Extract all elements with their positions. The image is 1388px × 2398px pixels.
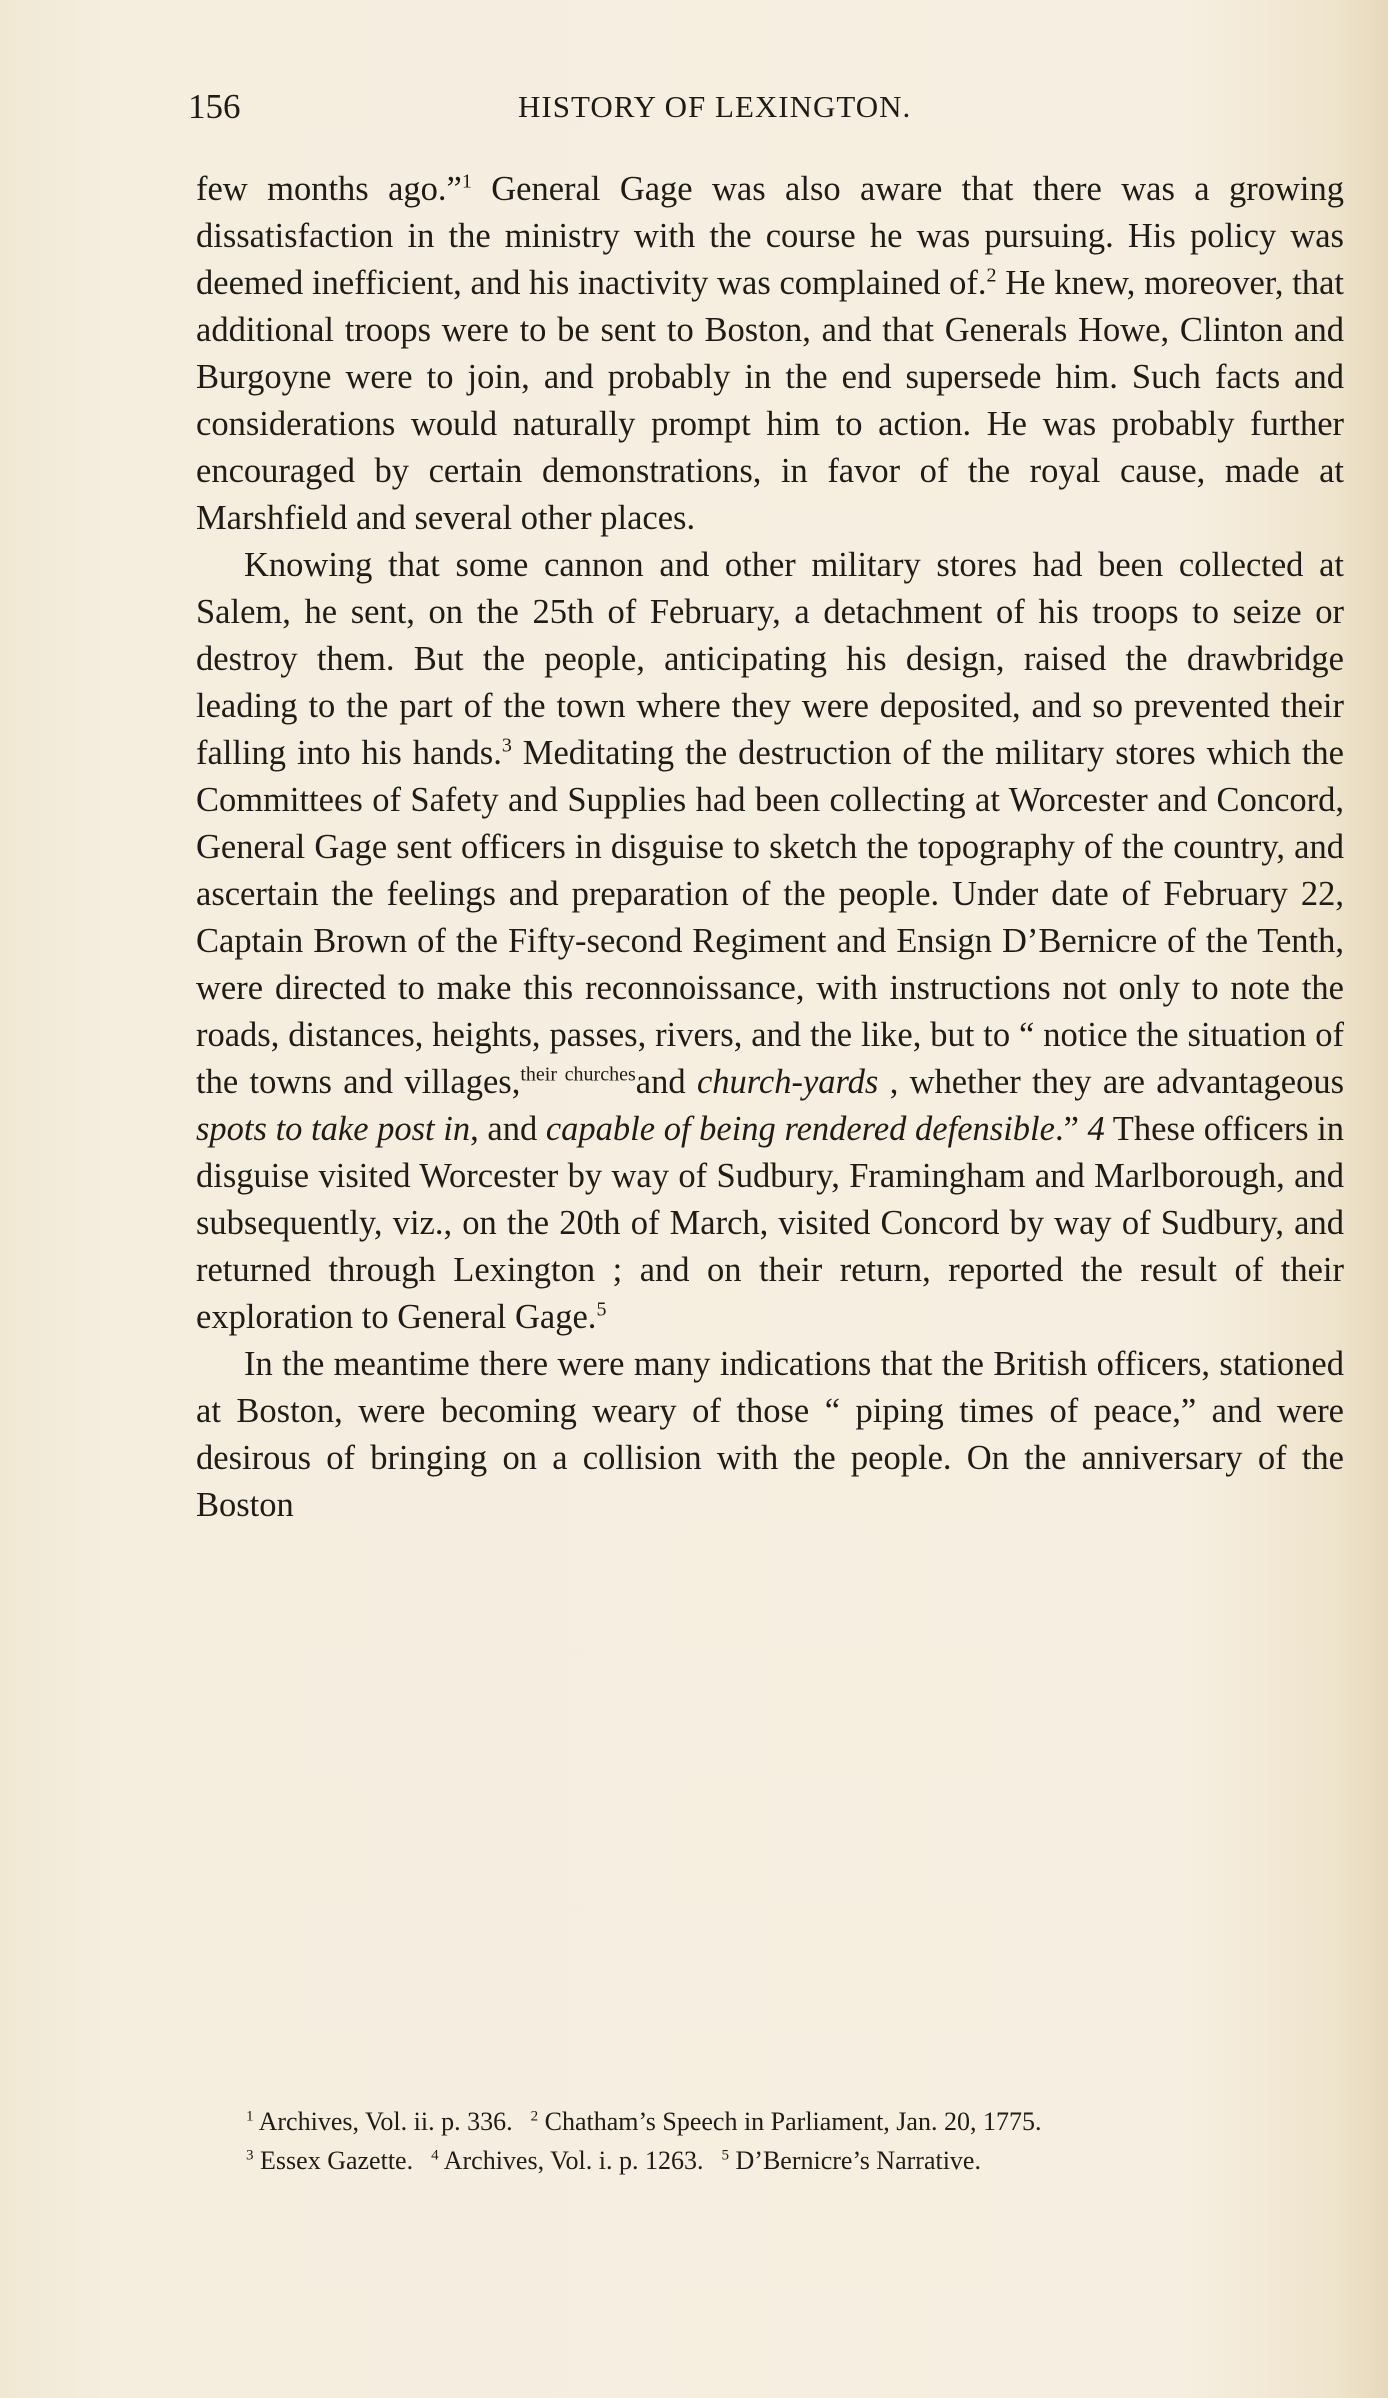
- footnote-text: Essex Gazette.: [260, 2146, 414, 2175]
- paragraph: [196, 542, 1344, 1341]
- text-run: , and: [470, 1110, 538, 1148]
- paragraph: [196, 1341, 1344, 1529]
- footnote-text: D’Bernicre’s Narrative.: [735, 2146, 981, 2175]
- footnote-ref: their churches: [520, 1063, 636, 1086]
- text-run: Meditating the destruction of the military stores which the Committees of Safety and Supplies had been collecting at Worcester and Concord, General Gage sent officers in disguise to sketch the topography of the country, and ascertain the feelings and preparation of the people. Under date of February 22, Captain Brown of the Fifty-second Regiment and Ensign D’Bernicre of the Tenth, were directed to make this reconnoissance, with instructions not only to note the roads, distances, heights, passes, rivers, and the like, but to “ notice the situation of the towns and villages,: [196, 734, 1344, 1101]
- footnote-ref: 5: [596, 1298, 607, 1321]
- footnote-mark: 5: [721, 2147, 730, 2164]
- text-run: .”: [1054, 1110, 1079, 1148]
- running-title: HISTORY OF LEXINGTON.: [518, 89, 912, 124]
- text-run: These officers in disguise visited Worcester by way of Sudbury, Framingham and Marlborough, and subsequently, viz., on the 20th of March, visited Concord by way of Sudbury, and returned through Lexington ; and on their return, reported the result of their exploration to General Gage.: [196, 1110, 1345, 1336]
- text-run: , whether they are advantageous: [889, 1063, 1345, 1101]
- footnote-ref: 1: [461, 170, 472, 193]
- footnote-text: Chatham’s Speech in Parliament, Jan. 20, 1775.: [544, 2107, 1042, 2136]
- footnote-line: [246, 2102, 1346, 2141]
- text-run: In the meantime there were many indications that the British officers, stationed at Boston, were becoming weary of those “ piping times of peace,” and were desirous of bringing on a collision with the people. On the anniversary of the Boston: [196, 1345, 1344, 1524]
- footnote-mark: 1: [246, 2108, 254, 2125]
- italic-text: capable of being rendered defensible: [545, 1110, 1055, 1148]
- page-number: 156: [188, 87, 241, 126]
- body-text: [196, 166, 1344, 1529]
- italic-text: spots to take post in: [196, 1110, 471, 1148]
- text-run: few months ago.”: [196, 170, 462, 208]
- footnote-ref: 2: [986, 264, 997, 287]
- text-run: and: [635, 1063, 686, 1101]
- footnote-mark: 3: [246, 2147, 254, 2164]
- footnote-text: Archives, Vol. i. p. 1263.: [443, 2146, 704, 2175]
- text-run: He knew, moreover, that additional troops were to be sent to Boston, and that Generals Howe, Clinton and Burgoyne were to join, and probably in the end supersede him. Such facts and considerations would naturally prompt him to action. He was probably further encouraged by certain demonstrations, in favor of the royal cause, made at Marshfield and several other places.: [196, 264, 1344, 537]
- footnote-line: [246, 2141, 1346, 2180]
- italic-text: 4: [1087, 1110, 1105, 1148]
- paragraph: [196, 166, 1344, 542]
- footnote-mark: 2: [530, 2108, 539, 2125]
- footnote-text: Archives, Vol. ii. p. 336.: [258, 2107, 513, 2136]
- footnote-mark: 4: [431, 2147, 439, 2164]
- page-header: [188, 82, 1078, 142]
- italic-text: church-yards: [696, 1063, 879, 1101]
- text-run: General Gage was also aware that there was a growing dissatisfaction in the ministry with the course he was pursuing. His policy was deemed inefficient, and his inactivity was complained of.: [196, 170, 1344, 302]
- footnotes: [246, 2102, 1346, 2180]
- footnote-ref: 3: [501, 734, 512, 757]
- text-run: Knowing that some cannon and other military stores had been collected at Salem, he sent, on the 25th of February, a detachment of his troops to seize or destroy them. But the people, anticipating his design, raised the drawbridge leading to the part of the town where they were deposited, and so prevented their falling into his hands.: [196, 546, 1344, 772]
